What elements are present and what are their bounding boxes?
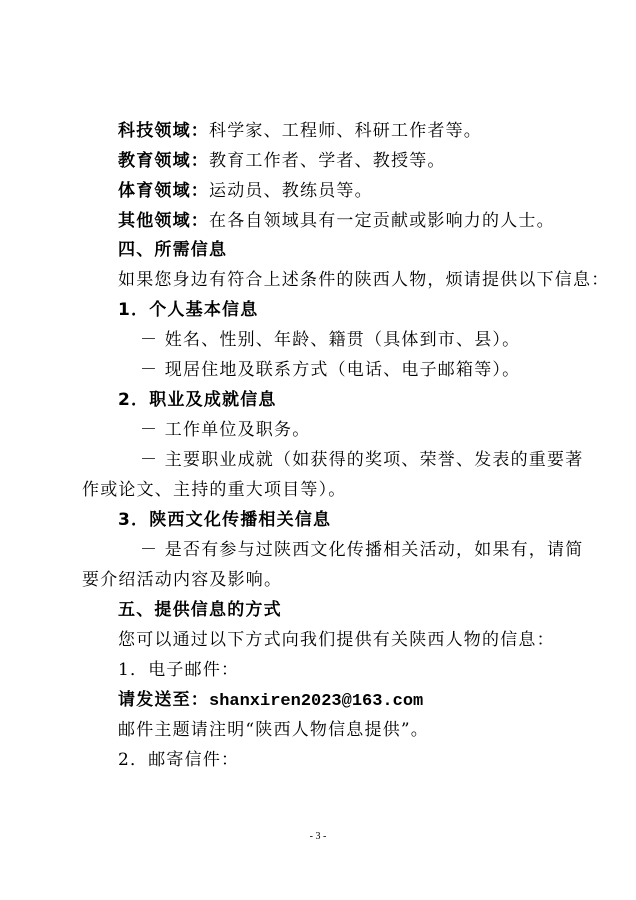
page-number: - 3 - <box>309 831 327 842</box>
field-text-other: 在各自领域具有一定贡献或影响力的人士。 <box>209 211 555 231</box>
send-to-label: 请发送至： <box>118 690 209 710</box>
field-line-sports <box>118 181 373 201</box>
section-heading-methods: 五、提供信息的方式 <box>118 600 282 620</box>
field-label-sports: 体育领域： <box>118 181 209 201</box>
field-line-science <box>118 121 482 141</box>
field-label-other: 其他领域： <box>118 211 209 231</box>
list-item-employer-position: － 工作单位及职务。 <box>140 420 311 440</box>
field-text-sports: 运动员、教练员等。 <box>209 181 373 201</box>
method-mail-heading: 2．邮寄信件： <box>118 750 240 770</box>
field-text-science: 科学家、工程师、科研工作者等。 <box>209 121 482 141</box>
list-item-name-gender: － 姓名、性别、年龄、籍贯（具体到市、县）。 <box>140 330 521 350</box>
list-item-achievements-line1: － 主要职业成就（如获得的奖项、荣誉、发表的重要著 <box>140 450 584 470</box>
subheading-career-info: 2．职业及成就信息 <box>118 390 277 410</box>
section5-intro: 您可以通过以下方式向我们提供有关陕西人物的信息： <box>118 630 555 650</box>
field-label-education: 教育领域： <box>118 151 209 171</box>
field-text-education: 教育工作者、学者、教授等。 <box>209 151 446 171</box>
field-line-other <box>118 211 555 231</box>
method-email-heading: 1．电子邮件： <box>118 660 240 680</box>
list-item-achievements-line2: 作或论文、主持的重大项目等）。 <box>82 480 347 500</box>
field-line-education <box>118 151 446 171</box>
subheading-culture-info: 3．陕西文化传播相关信息 <box>118 510 332 530</box>
section-heading-required-info: 四、所需信息 <box>118 240 228 260</box>
subheading-personal-info: 1．个人基本信息 <box>118 300 259 320</box>
section4-intro: 如果您身边有符合上述条件的陕西人物，烦请提供以下信息： <box>118 270 610 290</box>
list-item-residence-contact: － 现居住地及联系方式（电话、电子邮箱等）。 <box>140 360 521 380</box>
culture-info-line2: 要介绍活动内容及影响。 <box>82 570 283 590</box>
email-address[interactable]: shanxiren2023@163.com <box>209 692 424 711</box>
email-line <box>118 690 423 712</box>
email-subject-note: 邮件主题请注明“陕西人物信息提供”。 <box>118 720 429 740</box>
field-label-science: 科技领域： <box>118 121 209 141</box>
culture-info-line1: － 是否有参与过陕西文化传播相关活动，如果有，请简 <box>140 540 584 560</box>
